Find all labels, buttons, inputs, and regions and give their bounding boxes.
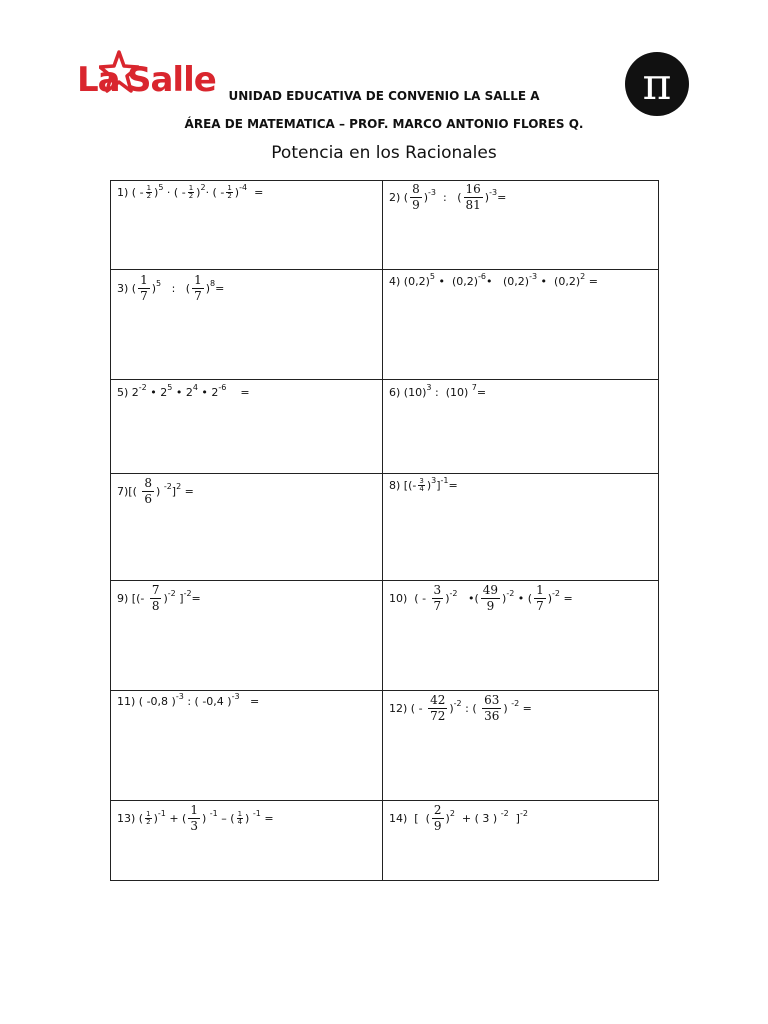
exercise-cell-8 bbox=[383, 474, 659, 581]
exercise-cell-13 bbox=[111, 801, 383, 881]
exercise-12: 12) ( - $\frac{42}{72}$ ) $^{-2}$ : ( $\frac{63}{36}$ ) $^{-2}$ = bbox=[389, 693, 532, 723]
exercise-cell-2 bbox=[383, 181, 659, 270]
exercise-2: 2) ( $\frac{8}{9}$ ) $^{-3}$ : ( $\frac{16}{81}$ ) $^{-3}$ = bbox=[389, 182, 507, 212]
exercise-cell-4 bbox=[383, 270, 659, 380]
exercise-cell-11 bbox=[111, 691, 383, 801]
exercise-cell-14 bbox=[383, 801, 659, 881]
exercise-4: 4) (0,2) $^5$ • (0,2) $^{-6}$ • (0,2) $^{-3}$ • (0,2) $^2$ = bbox=[389, 271, 598, 288]
pi-symbol: π bbox=[642, 59, 672, 110]
exercise-8: 8) [(- 3 4 ) $^3$ ] $^{-1}$ = bbox=[389, 475, 458, 493]
exercise-1: 1) ( - 1 2 ) $^5$ · ( - 1 2 ) $^2$ · ( - 1 2 ) $^{-4}$ = bbox=[117, 182, 264, 200]
exercise-cell-6 bbox=[383, 380, 659, 474]
exercise-7: 7)[( $\frac{8}{6}$ ) $^{-2}$ ] $^2$ = bbox=[117, 476, 194, 506]
school-name: UNIDAD EDUCATIVA DE CONVENIO LA SALLE A bbox=[228, 89, 540, 103]
exercise-cell-5 bbox=[111, 380, 383, 474]
exercise-14: 14) [ ( $\frac{2}{9}$ ) $^2$ + ( 3 ) $^{-2}$ ] $^{-2}$ bbox=[389, 803, 528, 833]
department-line: ÁREA DE MATEMATICA – PROF. MARCO ANTONIO FLORES Q. bbox=[184, 117, 584, 131]
exercise-11: 11) ( -0,8 ) $^{-3}$ : ( -0,4 ) $^{-3}$ = bbox=[117, 691, 260, 708]
exercise-13: 13) ( 1 2 ) $^{-1}$ + ( $\frac{1}{3}$ ) $^{-1}$ – ( 1 4 ) $^{-1}$ = bbox=[117, 803, 274, 833]
exercise-cell-10 bbox=[383, 581, 659, 691]
exercise-5: 5) 2 $^{-2}$ • 2 $^5$ • 2 $^4$ • 2 $^{-6}$ = bbox=[117, 382, 250, 399]
exercise-cell-9 bbox=[111, 581, 383, 691]
exercise-grid bbox=[110, 180, 659, 881]
logo-text-salle: Salle bbox=[127, 60, 216, 100]
exercise-cell-3 bbox=[111, 270, 383, 380]
exercise-9: 9) [(- $\frac{7}{8}$ ) $^{-2}$ ] $^{-2}$ = bbox=[117, 583, 201, 613]
page-title: Potencia en los Racionales bbox=[271, 143, 497, 163]
exercise-cell-7 bbox=[111, 474, 383, 581]
exercise-cell-12 bbox=[383, 691, 659, 801]
exercise-10: 10) ( - $\frac{3}{7}$ ) $^{-2}$ •( $\frac{49}{9}$ ) $^{-2}$ • ( $\frac{1}{7}$ ) $^{-2}$ = bbox=[389, 583, 573, 613]
pi-icon bbox=[624, 51, 690, 117]
logo-text-la: La bbox=[77, 60, 120, 100]
exercise-6: 6) (10) $^3$ : (10) $^7$ = bbox=[389, 382, 487, 399]
exercise-cell-1 bbox=[111, 181, 383, 270]
exercise-3: 3) ( $\frac{1}{7}$ ) $^5$ : ( $\frac{1}{7}$ ) $^8$ = bbox=[117, 273, 225, 303]
